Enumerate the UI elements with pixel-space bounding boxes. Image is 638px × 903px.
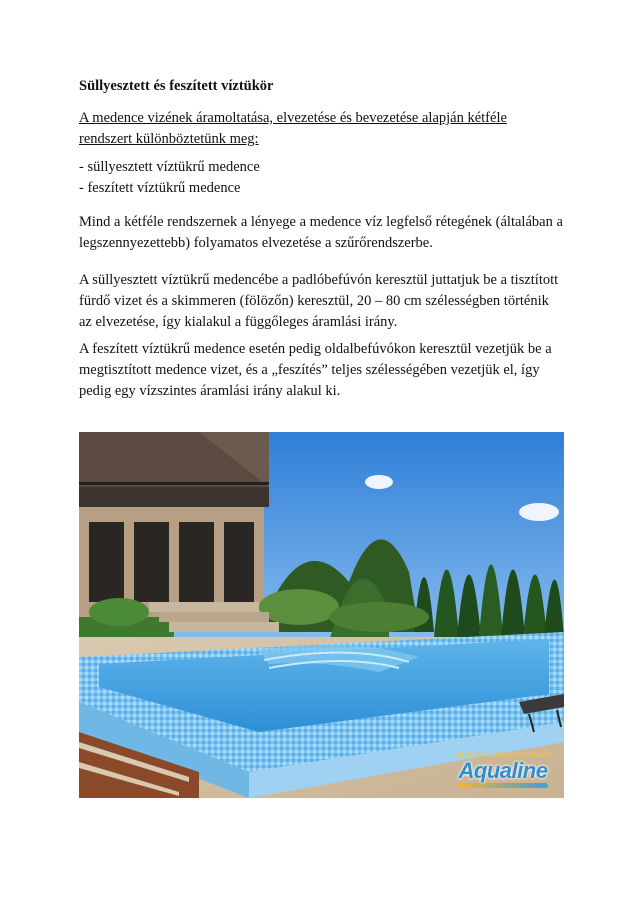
system-list [79,157,260,199]
paragraph: A feszített víztükrű medence esetén pedig oldalbefúvókon keresztül vezetjük be a megtisztított medence vizet, és a „feszítés” teljes szélességében vezetjük el, így pedig egy vízszintes áramlási irány alakul ki. [79,341,552,399]
logo-name: Aqualine [458,758,548,783]
logo-tagline: KREATÍV FÜRDŐTECHNIKA [454,752,552,759]
list-item: - feszített víztükrű medence [79,180,241,196]
pool-photo-illustration [79,432,564,798]
document-title: Süllyesztett és feszített víztükör [79,78,274,94]
pool-photo [79,432,564,798]
paragraph: Mind a kétféle rendszernek a lényege a medence víz legfelső rétegének (általában a legszennyezettebb) folyamatos elvezetése a szűrőrendszerbe. [79,214,563,251]
logo-wave-icon [458,783,548,788]
aqualine-logo [448,752,558,788]
list-item: - süllyesztett víztükrű medence [79,159,260,175]
paragraph: A süllyesztett víztükrű medencébe a padlóbefúvón keresztül juttatjuk be a tisztított fürdő vizet és a skimmeren (fölözőn) keresztül, 20 – 80 cm szélességben történik az elvezetése, így kialakul a függőleges áramlási irány. [79,272,559,330]
intro-text: A medence vizének áramoltatása, elvezetése és bevezetése alapján kétféle rendszert különböztetünk meg: [79,110,507,147]
